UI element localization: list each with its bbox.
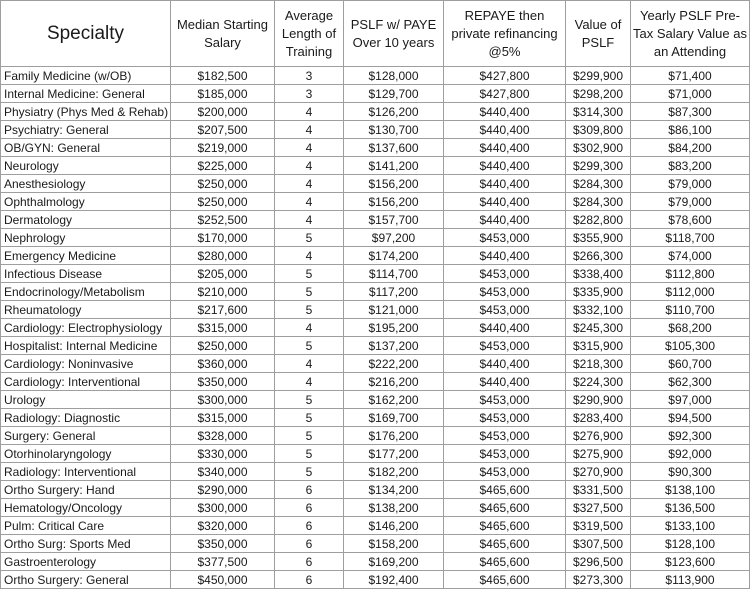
cell-value-of-pslf: $335,900 (566, 283, 631, 301)
cell-pslf-paye: $128,000 (344, 67, 444, 85)
cell-specialty: Family Medicine (w/OB) (1, 67, 171, 85)
cell-median-starting-salary: $300,000 (171, 499, 275, 517)
table-row (1, 193, 750, 211)
cell-median-starting-salary: $330,000 (171, 445, 275, 463)
cell-repaye-refinancing: $465,600 (444, 553, 566, 571)
cell-value-of-pslf: $224,300 (566, 373, 631, 391)
cell-median-starting-salary: $182,500 (171, 67, 275, 85)
cell-pslf-paye: $137,600 (344, 139, 444, 157)
cell-repaye-refinancing: $440,400 (444, 139, 566, 157)
table-row (1, 157, 750, 175)
cell-repaye-refinancing: $440,400 (444, 319, 566, 337)
cell-value-of-pslf: $314,300 (566, 103, 631, 121)
cell-average-length-of-training: 6 (275, 481, 344, 499)
cell-pslf-paye: $126,200 (344, 103, 444, 121)
table-row (1, 283, 750, 301)
cell-repaye-refinancing: $440,400 (444, 211, 566, 229)
table-row (1, 211, 750, 229)
table-row (1, 553, 750, 571)
cell-yearly-pslf-value: $68,200 (631, 319, 750, 337)
cell-average-length-of-training: 4 (275, 103, 344, 121)
cell-median-starting-salary: $210,000 (171, 283, 275, 301)
cell-repaye-refinancing: $453,000 (444, 463, 566, 481)
cell-repaye-refinancing: $453,000 (444, 409, 566, 427)
cell-specialty: Surgery: General (1, 427, 171, 445)
cell-specialty: Ortho Surgery: Hand (1, 481, 171, 499)
cell-pslf-paye: $134,200 (344, 481, 444, 499)
cell-average-length-of-training: 3 (275, 85, 344, 103)
cell-value-of-pslf: $266,300 (566, 247, 631, 265)
cell-specialty: Pulm: Critical Care (1, 517, 171, 535)
cell-pslf-paye: $192,400 (344, 571, 444, 589)
cell-yearly-pslf-value: $83,200 (631, 157, 750, 175)
cell-pslf-paye: $156,200 (344, 193, 444, 211)
cell-pslf-paye: $169,200 (344, 553, 444, 571)
cell-pslf-paye: $117,200 (344, 283, 444, 301)
cell-yearly-pslf-value: $60,700 (631, 355, 750, 373)
cell-median-starting-salary: $205,000 (171, 265, 275, 283)
table-row (1, 265, 750, 283)
cell-median-starting-salary: $219,000 (171, 139, 275, 157)
cell-yearly-pslf-value: $79,000 (631, 193, 750, 211)
cell-median-starting-salary: $207,500 (171, 121, 275, 139)
cell-value-of-pslf: $338,400 (566, 265, 631, 283)
cell-pslf-paye: $156,200 (344, 175, 444, 193)
cell-median-starting-salary: $340,000 (171, 463, 275, 481)
cell-average-length-of-training: 5 (275, 337, 344, 355)
cell-median-starting-salary: $200,000 (171, 103, 275, 121)
table-row (1, 229, 750, 247)
cell-yearly-pslf-value: $78,600 (631, 211, 750, 229)
cell-median-starting-salary: $350,000 (171, 535, 275, 553)
table-row (1, 319, 750, 337)
cell-repaye-refinancing: $453,000 (444, 391, 566, 409)
table-row (1, 535, 750, 553)
cell-yearly-pslf-value: $105,300 (631, 337, 750, 355)
cell-yearly-pslf-value: $97,000 (631, 391, 750, 409)
cell-repaye-refinancing: $440,400 (444, 355, 566, 373)
cell-pslf-paye: $121,000 (344, 301, 444, 319)
cell-yearly-pslf-value: $112,000 (631, 283, 750, 301)
cell-specialty: Gastroenterology (1, 553, 171, 571)
cell-median-starting-salary: $250,000 (171, 193, 275, 211)
cell-repaye-refinancing: $453,000 (444, 265, 566, 283)
cell-repaye-refinancing: $427,800 (444, 67, 566, 85)
cell-repaye-refinancing: $453,000 (444, 301, 566, 319)
table-body (1, 67, 750, 589)
table-row (1, 463, 750, 481)
cell-pslf-paye: $97,200 (344, 229, 444, 247)
cell-median-starting-salary: $350,000 (171, 373, 275, 391)
cell-specialty: Anesthesiology (1, 175, 171, 193)
cell-specialty: Otorhinolaryngology (1, 445, 171, 463)
cell-average-length-of-training: 4 (275, 319, 344, 337)
cell-specialty: OB/GYN: General (1, 139, 171, 157)
cell-average-length-of-training: 5 (275, 265, 344, 283)
cell-value-of-pslf: $332,100 (566, 301, 631, 319)
cell-yearly-pslf-value: $94,500 (631, 409, 750, 427)
cell-average-length-of-training: 6 (275, 517, 344, 535)
cell-yearly-pslf-value: $79,000 (631, 175, 750, 193)
cell-repaye-refinancing: $465,600 (444, 481, 566, 499)
cell-pslf-paye: $129,700 (344, 85, 444, 103)
cell-yearly-pslf-value: $112,800 (631, 265, 750, 283)
cell-repaye-refinancing: $453,000 (444, 229, 566, 247)
cell-median-starting-salary: $280,000 (171, 247, 275, 265)
cell-specialty: Physiatry (Phys Med & Rehab) (1, 103, 171, 121)
cell-value-of-pslf: $275,900 (566, 445, 631, 463)
table-row (1, 301, 750, 319)
cell-repaye-refinancing: $453,000 (444, 445, 566, 463)
cell-yearly-pslf-value: $62,300 (631, 373, 750, 391)
cell-pslf-paye: $137,200 (344, 337, 444, 355)
cell-yearly-pslf-value: $84,200 (631, 139, 750, 157)
cell-yearly-pslf-value: $136,500 (631, 499, 750, 517)
cell-value-of-pslf: $315,900 (566, 337, 631, 355)
cell-average-length-of-training: 5 (275, 229, 344, 247)
cell-value-of-pslf: $290,900 (566, 391, 631, 409)
cell-repaye-refinancing: $440,400 (444, 175, 566, 193)
cell-average-length-of-training: 6 (275, 499, 344, 517)
cell-average-length-of-training: 4 (275, 157, 344, 175)
cell-average-length-of-training: 5 (275, 445, 344, 463)
cell-value-of-pslf: $299,900 (566, 67, 631, 85)
cell-average-length-of-training: 5 (275, 427, 344, 445)
table-row (1, 175, 750, 193)
cell-repaye-refinancing: $440,400 (444, 157, 566, 175)
table-row (1, 373, 750, 391)
cell-average-length-of-training: 4 (275, 193, 344, 211)
cell-average-length-of-training: 4 (275, 247, 344, 265)
cell-value-of-pslf: $270,900 (566, 463, 631, 481)
cell-repaye-refinancing: $440,400 (444, 373, 566, 391)
cell-value-of-pslf: $276,900 (566, 427, 631, 445)
cell-repaye-refinancing: $465,600 (444, 517, 566, 535)
cell-specialty: Urology (1, 391, 171, 409)
cell-median-starting-salary: $170,000 (171, 229, 275, 247)
cell-value-of-pslf: $284,300 (566, 193, 631, 211)
cell-average-length-of-training: 5 (275, 301, 344, 319)
cell-repaye-refinancing: $465,600 (444, 571, 566, 589)
cell-average-length-of-training: 6 (275, 535, 344, 553)
cell-value-of-pslf: $298,200 (566, 85, 631, 103)
cell-specialty: Ortho Surgery: General (1, 571, 171, 589)
cell-median-starting-salary: $217,600 (171, 301, 275, 319)
cell-specialty: Internal Medicine: General (1, 85, 171, 103)
cell-pslf-paye: $182,200 (344, 463, 444, 481)
cell-average-length-of-training: 4 (275, 121, 344, 139)
cell-median-starting-salary: $320,000 (171, 517, 275, 535)
cell-specialty: Cardiology: Electrophysiology (1, 319, 171, 337)
cell-median-starting-salary: $450,000 (171, 571, 275, 589)
cell-specialty: Cardiology: Noninvasive (1, 355, 171, 373)
cell-average-length-of-training: 5 (275, 409, 344, 427)
header-median-starting-salary: Median Starting Salary (171, 1, 275, 67)
table-row (1, 427, 750, 445)
cell-yearly-pslf-value: $86,100 (631, 121, 750, 139)
cell-value-of-pslf: $299,300 (566, 157, 631, 175)
cell-median-starting-salary: $315,000 (171, 409, 275, 427)
cell-value-of-pslf: $307,500 (566, 535, 631, 553)
cell-median-starting-salary: $250,000 (171, 337, 275, 355)
cell-pslf-paye: $146,200 (344, 517, 444, 535)
cell-average-length-of-training: 4 (275, 139, 344, 157)
cell-median-starting-salary: $185,000 (171, 85, 275, 103)
cell-value-of-pslf: $331,500 (566, 481, 631, 499)
cell-median-starting-salary: $250,000 (171, 175, 275, 193)
cell-repaye-refinancing: $440,400 (444, 103, 566, 121)
cell-repaye-refinancing: $465,600 (444, 499, 566, 517)
cell-specialty: Nephrology (1, 229, 171, 247)
header-pslf-paye: PSLF w/ PAYE Over 10 years (344, 1, 444, 67)
cell-average-length-of-training: 6 (275, 571, 344, 589)
cell-median-starting-salary: $328,000 (171, 427, 275, 445)
cell-yearly-pslf-value: $71,400 (631, 67, 750, 85)
cell-value-of-pslf: $309,800 (566, 121, 631, 139)
cell-yearly-pslf-value: $110,700 (631, 301, 750, 319)
cell-average-length-of-training: 5 (275, 391, 344, 409)
table-row (1, 391, 750, 409)
cell-yearly-pslf-value: $71,000 (631, 85, 750, 103)
cell-yearly-pslf-value: $123,600 (631, 553, 750, 571)
cell-specialty: Endocrinology/Metabolism (1, 283, 171, 301)
cell-average-length-of-training: 4 (275, 175, 344, 193)
cell-repaye-refinancing: $440,400 (444, 247, 566, 265)
cell-specialty: Ortho Surg: Sports Med (1, 535, 171, 553)
cell-specialty: Cardiology: Interventional (1, 373, 171, 391)
cell-median-starting-salary: $225,000 (171, 157, 275, 175)
cell-pslf-paye: $176,200 (344, 427, 444, 445)
header-yearly-pslf-value: Yearly PSLF Pre-Tax Salary Value as an Attending (631, 1, 750, 67)
cell-specialty: Emergency Medicine (1, 247, 171, 265)
cell-specialty: Infectious Disease (1, 265, 171, 283)
cell-pslf-paye: $114,700 (344, 265, 444, 283)
cell-value-of-pslf: $282,800 (566, 211, 631, 229)
cell-value-of-pslf: $284,300 (566, 175, 631, 193)
cell-specialty: Hematology/Oncology (1, 499, 171, 517)
cell-repaye-refinancing: $440,400 (444, 193, 566, 211)
cell-pslf-paye: $157,700 (344, 211, 444, 229)
header-value-of-pslf: Value of PSLF (566, 1, 631, 67)
cell-median-starting-salary: $377,500 (171, 553, 275, 571)
cell-yearly-pslf-value: $87,300 (631, 103, 750, 121)
cell-median-starting-salary: $290,000 (171, 481, 275, 499)
cell-average-length-of-training: 5 (275, 463, 344, 481)
cell-median-starting-salary: $252,500 (171, 211, 275, 229)
cell-value-of-pslf: $218,300 (566, 355, 631, 373)
table-row (1, 481, 750, 499)
table-row (1, 139, 750, 157)
cell-average-length-of-training: 4 (275, 373, 344, 391)
table-row (1, 355, 750, 373)
table-row (1, 247, 750, 265)
cell-yearly-pslf-value: $90,300 (631, 463, 750, 481)
cell-pslf-paye: $130,700 (344, 121, 444, 139)
cell-yearly-pslf-value: $92,000 (631, 445, 750, 463)
table-row (1, 121, 750, 139)
cell-repaye-refinancing: $453,000 (444, 337, 566, 355)
cell-specialty: Hospitalist: Internal Medicine (1, 337, 171, 355)
cell-pslf-paye: $177,200 (344, 445, 444, 463)
cell-pslf-paye: $195,200 (344, 319, 444, 337)
table-row (1, 337, 750, 355)
cell-repaye-refinancing: $440,400 (444, 121, 566, 139)
cell-pslf-paye: $141,200 (344, 157, 444, 175)
header-average-length-of-training: Average Length of Training (275, 1, 344, 67)
cell-repaye-refinancing: $453,000 (444, 283, 566, 301)
header-specialty: Specialty (1, 1, 171, 67)
cell-pslf-paye: $162,200 (344, 391, 444, 409)
cell-value-of-pslf: $283,400 (566, 409, 631, 427)
table-row (1, 85, 750, 103)
cell-specialty: Ophthalmology (1, 193, 171, 211)
cell-yearly-pslf-value: $74,000 (631, 247, 750, 265)
cell-specialty: Radiology: Interventional (1, 463, 171, 481)
header-repaye-refinancing: REPAYE then private refinancing @5% (444, 1, 566, 67)
cell-average-length-of-training: 4 (275, 355, 344, 373)
cell-average-length-of-training: 4 (275, 211, 344, 229)
cell-repaye-refinancing: $453,000 (444, 427, 566, 445)
cell-yearly-pslf-value: $118,700 (631, 229, 750, 247)
cell-median-starting-salary: $300,000 (171, 391, 275, 409)
cell-value-of-pslf: $355,900 (566, 229, 631, 247)
cell-pslf-paye: $216,200 (344, 373, 444, 391)
table-row (1, 445, 750, 463)
cell-pslf-paye: $169,700 (344, 409, 444, 427)
cell-specialty: Psychiatry: General (1, 121, 171, 139)
table-row (1, 103, 750, 121)
cell-specialty: Radiology: Diagnostic (1, 409, 171, 427)
table-row (1, 67, 750, 85)
cell-pslf-paye: $222,200 (344, 355, 444, 373)
cell-yearly-pslf-value: $128,100 (631, 535, 750, 553)
cell-value-of-pslf: $327,500 (566, 499, 631, 517)
cell-average-length-of-training: 5 (275, 283, 344, 301)
table-row (1, 499, 750, 517)
cell-average-length-of-training: 6 (275, 553, 344, 571)
cell-median-starting-salary: $315,000 (171, 319, 275, 337)
table-row (1, 517, 750, 535)
cell-median-starting-salary: $360,000 (171, 355, 275, 373)
cell-pslf-paye: $158,200 (344, 535, 444, 553)
cell-yearly-pslf-value: $113,900 (631, 571, 750, 589)
cell-average-length-of-training: 3 (275, 67, 344, 85)
cell-pslf-paye: $138,200 (344, 499, 444, 517)
cell-value-of-pslf: $273,300 (566, 571, 631, 589)
table-row (1, 409, 750, 427)
cell-yearly-pslf-value: $133,100 (631, 517, 750, 535)
cell-specialty: Rheumatology (1, 301, 171, 319)
cell-value-of-pslf: $302,900 (566, 139, 631, 157)
cell-repaye-refinancing: $465,600 (444, 535, 566, 553)
cell-yearly-pslf-value: $138,100 (631, 481, 750, 499)
cell-pslf-paye: $174,200 (344, 247, 444, 265)
cell-yearly-pslf-value: $92,300 (631, 427, 750, 445)
cell-specialty: Neurology (1, 157, 171, 175)
cell-value-of-pslf: $245,300 (566, 319, 631, 337)
cell-specialty: Dermatology (1, 211, 171, 229)
cell-repaye-refinancing: $427,800 (444, 85, 566, 103)
cell-value-of-pslf: $296,500 (566, 553, 631, 571)
cell-value-of-pslf: $319,500 (566, 517, 631, 535)
header-row (1, 1, 750, 67)
